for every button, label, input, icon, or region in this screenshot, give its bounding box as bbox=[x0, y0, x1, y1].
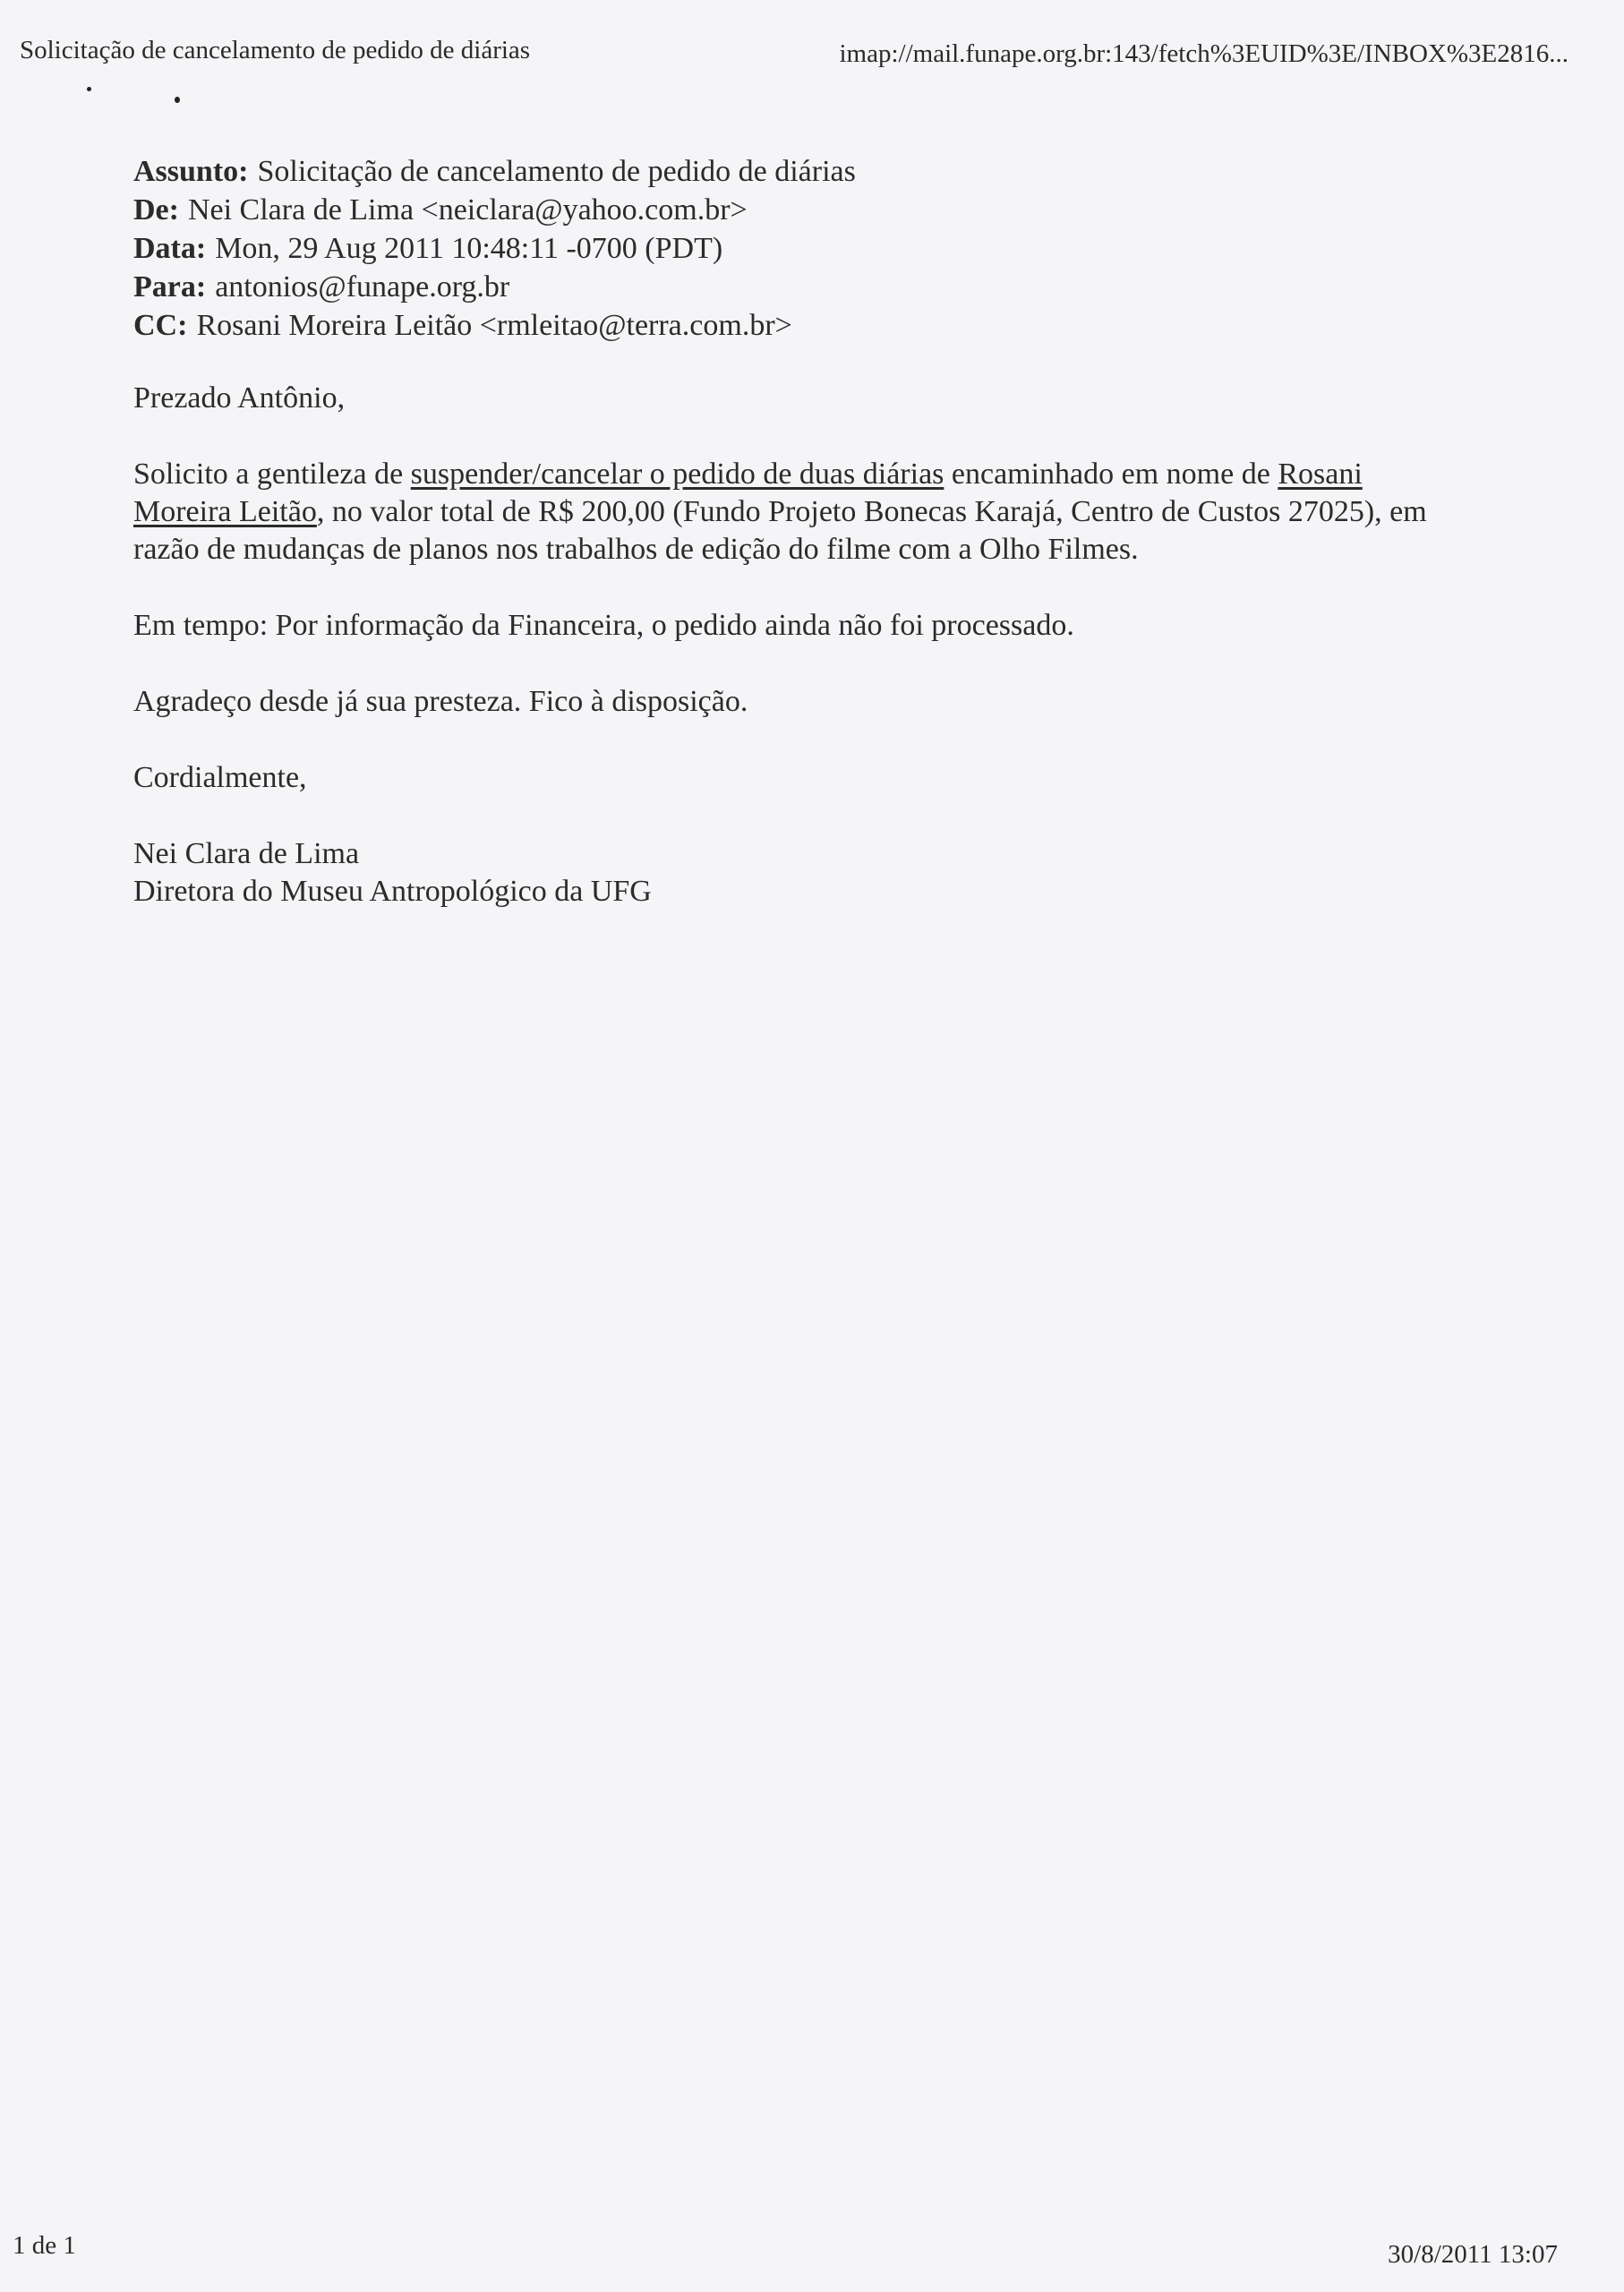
signature-title: Diretora do Museu Antropológico da UFG bbox=[133, 875, 652, 908]
from-value: Nei Clara de Lima <neiclara@yahoo.com.br> bbox=[187, 193, 748, 227]
email-headers bbox=[133, 152, 856, 345]
status-paragraph: Em tempo: Por informação da Financeira, o pedido ainda não foi processado. bbox=[133, 609, 1074, 642]
scan-speck bbox=[175, 97, 180, 103]
from-label: De: bbox=[133, 193, 179, 227]
to-value: antonios@funape.org.br bbox=[215, 270, 510, 304]
page-number: 1 de 1 bbox=[13, 2231, 76, 2260]
scan-speck bbox=[87, 87, 91, 91]
cc-row bbox=[133, 306, 856, 345]
cancel-request-underlined: suspender/cancelar o pedido de duas diárias bbox=[410, 458, 944, 491]
print-datetime: 30/8/2011 13:07 bbox=[1388, 2240, 1558, 2269]
subject-row bbox=[133, 152, 856, 191]
request-paragraph bbox=[133, 456, 1458, 569]
closing: Cordialmente, bbox=[133, 761, 307, 794]
date-label: Data: bbox=[133, 232, 207, 265]
date-row bbox=[133, 229, 856, 268]
to-row bbox=[133, 268, 856, 306]
cc-value: Rosani Moreira Leitão <rmleitao@terra.com.br> bbox=[196, 309, 792, 342]
subject-value: Solicitação de cancelamento de pedido de diárias bbox=[257, 155, 856, 188]
cc-label: CC: bbox=[133, 309, 188, 342]
from-row bbox=[133, 191, 856, 229]
greeting: Prezado Antônio, bbox=[133, 381, 346, 415]
date-value: Mon, 29 Aug 2011 10:48:11 -0700 (PDT) bbox=[215, 232, 723, 265]
subject-label: Assunto: bbox=[133, 155, 249, 188]
beneficiary-name-underlined: Rosani Moreira Leitão bbox=[133, 458, 1363, 528]
email-body bbox=[133, 380, 1458, 911]
print-header-title: Solicitação de cancelamento de pedido de diárias bbox=[20, 36, 531, 64]
request-text-middle: encaminhado em nome de bbox=[944, 458, 1278, 491]
signature-name: Nei Clara de Lima bbox=[133, 837, 360, 870]
thanks-paragraph: Agradeço desde já sua presteza. Fico à disposição. bbox=[133, 685, 748, 718]
request-text-end: , no valor total de R$ 200,00 (Fundo Projeto Bonecas Karajá, Centro de Custos 27025), em razão de mudanças de planos nos trabalhos de edição do filme com a Olho Filmes. bbox=[133, 495, 1427, 566]
request-text-start: Solicito a gentileza de bbox=[133, 458, 411, 491]
to-label: Para: bbox=[133, 270, 207, 304]
print-header-url: imap://mail.funape.org.br:143/fetch%3EUID%3E/INBOX%3E2816... bbox=[839, 39, 1568, 68]
